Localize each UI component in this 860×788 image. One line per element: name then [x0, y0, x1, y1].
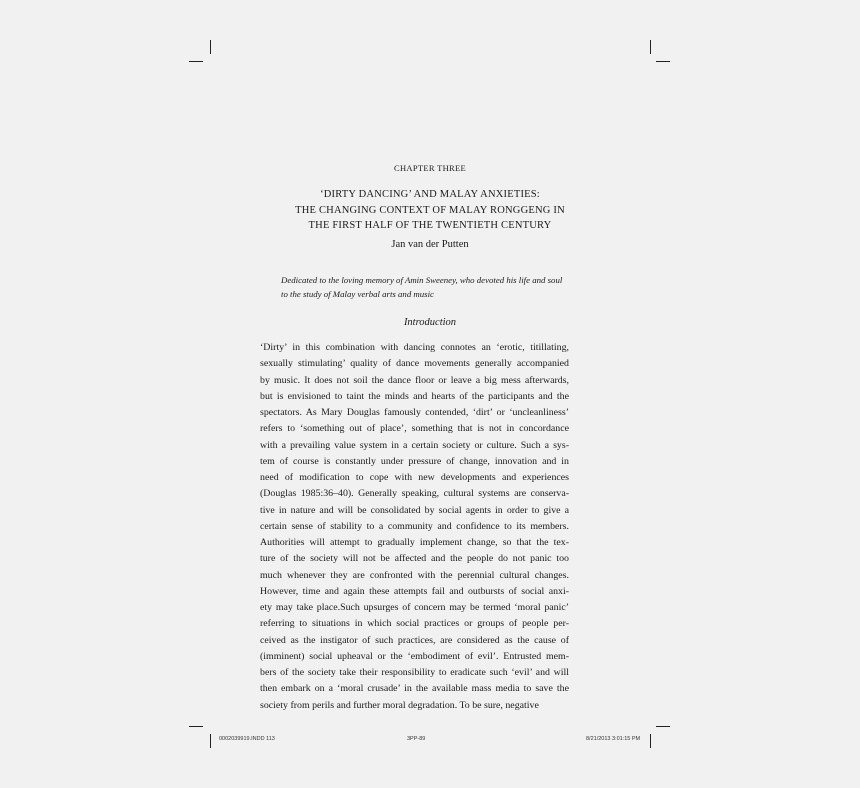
dedication	[281, 274, 571, 301]
body-paragraph	[260, 340, 569, 714]
slug-center: 3PP-89	[407, 736, 426, 742]
body-line: ture of the society will not be affected and the people do not panic too	[260, 553, 569, 565]
body-line: bers of the society take their responsibility to eradicate such ‘evil’ and will	[260, 667, 569, 678]
body-line: society from perils and further moral degradation. To be sure, negative	[260, 699, 539, 711]
body-line: ceived as the instigator of such practices, are considered as the cause of	[260, 634, 569, 646]
chapter-title-line: THE FIRST HALF OF THE TWENTIETH CENTURY	[308, 220, 552, 231]
dedication-line: to the study of Malay verbal arts and music	[281, 288, 434, 299]
slug-file: 0002039919.INDD 113	[219, 736, 275, 742]
body-line: much whenever they are confronted with the perennial cultural changes.	[260, 569, 569, 581]
crop-mark-top-right-v	[650, 40, 651, 54]
crop-mark-top-left-h	[189, 61, 203, 62]
crop-mark-bottom-left-h	[189, 726, 203, 727]
chapter-title-line: THE CHANGING CONTEXT OF MALAY RONGGENG IN	[295, 204, 565, 216]
chapter-title	[0, 187, 860, 234]
body-line: tive in nature and will be consolidated by social agents in order to give a	[260, 504, 569, 516]
chapter-label: CHAPTER THREE	[394, 163, 466, 173]
section-heading: Introduction	[403, 317, 457, 328]
dedication-line: Dedicated to the loving memory of Amin Sweeney, who devoted his life and soul	[281, 275, 563, 285]
body-line: However, time and again these attempts fail and outbursts of social anxi-	[260, 585, 569, 597]
author-name: Jan van der Putten	[391, 239, 469, 250]
body-line: certain sense of stability to a community and confidence to its members.	[260, 520, 569, 532]
body-line: ‘Dirty’ in this combination with dancing connotes an ‘erotic, titillating,	[260, 342, 569, 353]
crop-mark-bottom-right-h	[656, 726, 670, 727]
body-line: ety may take place.Such upsurges of concern may be termed ‘moral panic’	[260, 602, 569, 613]
crop-mark-top-right-h	[656, 61, 670, 62]
body-line: referring to situations in which social practices or groups of people per-	[260, 618, 569, 630]
body-line: by music. It does not soil the dance floor or leave a big mess afterwards,	[260, 374, 569, 386]
body-line: with a prevailing value system in a certain society or culture. Such a sys-	[260, 439, 569, 451]
body-line: Authorities will attempt to gradually implement change, so that the tex-	[260, 537, 569, 548]
body-line: then embark on a ‘moral crusade’ in the available mass media to save the	[260, 683, 569, 695]
body-line: (Douglas 1985:36–40). Generally speaking, cultural systems are conserva-	[260, 488, 569, 500]
crop-mark-bottom-right-v	[650, 734, 651, 748]
body-line: sexually stimulating’ quality of dance movements generally accompanied	[260, 358, 569, 370]
body-line: (imminent) social upheaval or the ‘embodiment of evil’. Entrusted mem-	[260, 650, 569, 662]
body-line: refers to ‘something out of place’, something that is not in concordance	[260, 423, 569, 435]
body-line: but is envisioned to taint the minds and hearts of the participants and the	[260, 390, 569, 402]
slug-datetime: 8/21/2013 3:01:15 PM	[586, 736, 641, 742]
chapter-title-line: ‘DIRTY DANCING’ AND MALAY ANXIETIES:	[320, 189, 540, 200]
body-line: spectators. As Mary Douglas famously contended, ‘dirt’ or ‘uncleanliness’	[260, 407, 569, 418]
body-line: tem of course is constantly under pressure of change, innovation and in	[260, 455, 569, 467]
body-line: need of modification to cope with new developments and experiences	[260, 472, 569, 483]
crop-mark-top-left-v	[210, 40, 211, 54]
crop-mark-bottom-left-v	[210, 734, 211, 748]
